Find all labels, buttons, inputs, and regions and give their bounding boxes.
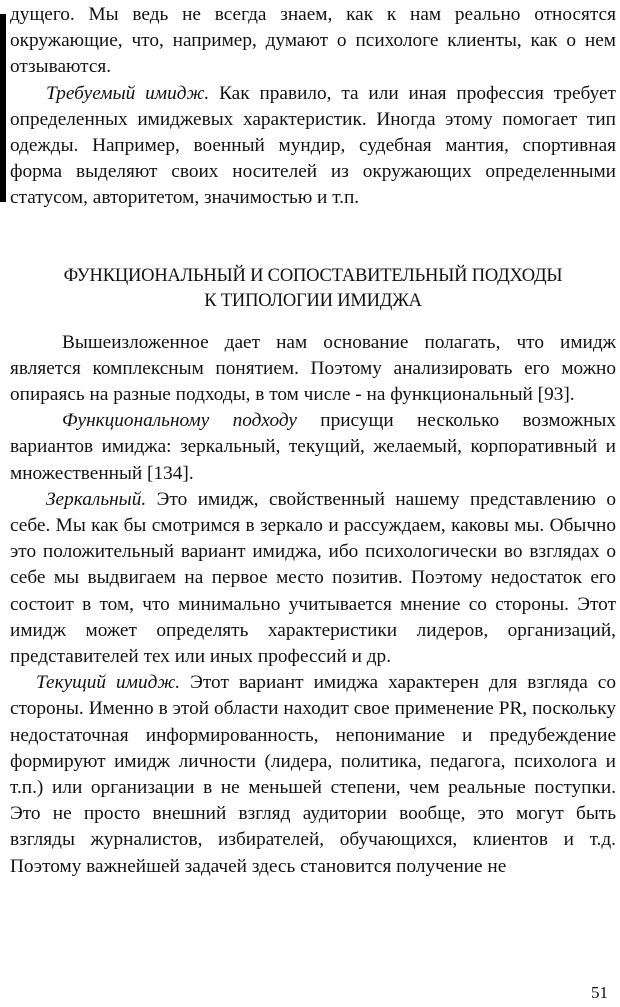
term-mirror-image: Зеркальный.: [46, 488, 147, 510]
section-heading-line-1: ФУНКЦИОНАЛЬНЫЙ И СОПОСТАВИТЕЛЬНЫЙ ПОДХОДЫ: [63, 265, 563, 286]
paragraph-text: присущи несколько возможных вариантов имиджа: зеркальный, текущий, желаемый, корпоративный и множественный [134].: [10, 410, 616, 484]
paragraph-text: Как правило, та или иная профессия требует определенных имиджевых характеристик. Иногда этому помогает тип одежды. Например, военный мундир, судебная мантия, спортивная форма выделяют своих носителей из окружающих определенными статусом, авторитетом, значимостью и т.п.: [10, 82, 616, 209]
paragraph-text: Это имидж, свойственный нашему представлению о себе. Мы как бы смотримся в зеркало и рассуждаем, каковы мы. Обычно это положительный вариант имиджа, ибо психологически во взглядах о себе мы выдвигаем на первое место позитив. Поэтому недостаток его состоит в том, что минимально учитывается мнение со стороны. Этот имидж может определять характеристики лидеров, организаций, представителей тех или иных профессий и др.: [10, 488, 616, 668]
paragraph-functional-approach: [10, 408, 616, 487]
page-body: [10, 2, 616, 880]
paragraph-current-image: [10, 670, 616, 880]
term-required-image: Требуемый имидж.: [46, 82, 210, 104]
term-functional-approach: Функциональному подходу: [62, 410, 297, 432]
paragraph-intro: Вышеизложенное дает нам основание полагать, что имидж является комплексным понятием. Поэтому анализировать его можно опираясь на разные подходы, в том числе - на функциональный [93].: [10, 331, 616, 406]
paragraph-mirror-image: [10, 487, 616, 670]
paragraph-required-image: [10, 81, 616, 212]
section-heading-line-2: К ТИПОЛОГИИ ИМИДЖА: [204, 290, 422, 311]
margin-mark: [0, 14, 6, 202]
page-number: 51: [591, 983, 608, 1002]
paragraph-text: Этот вариант имиджа характерен для взгляда со стороны. Именно в этой области находит свое применение PR, поскольку недостаточная информированность, непонимание и предубеждение формируют имидж личности (лидера, политика, педагога, психолога и т.п.) или организации в не меньшей степени, чем реальные поступки. Это не просто внешний взгляд аудитории вообще, это могут быть взгляды журналистов, избирателей, обучающихся, клиентов и т.д. Поэтому важнейшей задачей здесь становится получение не: [10, 672, 616, 877]
term-current-image: Текущий имидж.: [36, 672, 181, 694]
section-heading: [10, 264, 616, 314]
paragraph-continuation: дущего. Мы ведь не всегда знаем, как к нам реально относятся окружающие, что, например, думают о психологе клиенты, как о нем отзываются.: [10, 4, 616, 78]
